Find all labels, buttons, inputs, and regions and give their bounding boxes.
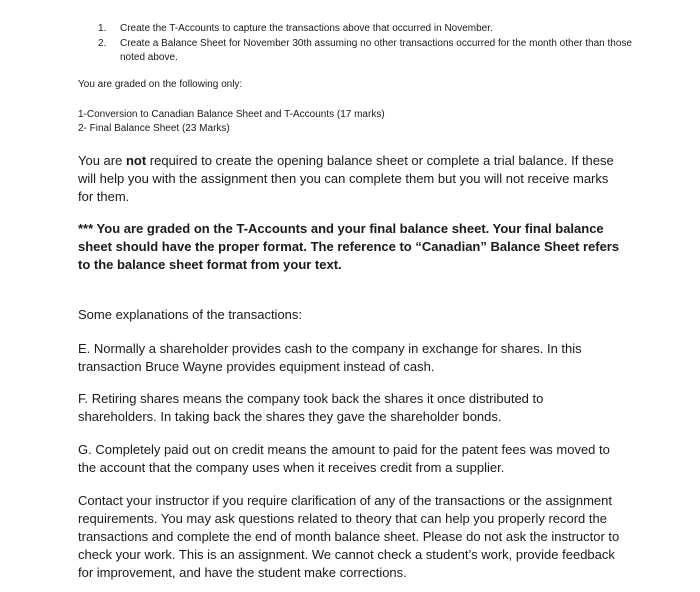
instruction-number: 2.: [98, 38, 107, 49]
explanation-g: G. Completely paid out on credit means the amount to paid for the patent fees was moved to the account that the company uses when it receives credit from a supplier.: [78, 442, 610, 475]
graded-items: [78, 108, 638, 136]
graded-note: *** You are graded on the T-Accounts and your final balance sheet. Your final balance sheet should have the proper format. The reference to “Canadian” Balance Sheet refers to the balance sheet format from your text.: [78, 221, 620, 272]
not-required-before: You are: [78, 153, 126, 168]
graded-item: 2- Final Balance Sheet (23 Marks): [78, 123, 230, 134]
not-required-after: required to create the opening balance sheet or complete a trial balance. If these will help you with the assignment then you can complete them but you will not receive marks for them.: [78, 153, 614, 204]
not-required-emphasis: not: [125, 153, 147, 168]
instruction-list: [88, 22, 648, 66]
explanations-heading: Some explanations of the transactions:: [78, 307, 303, 322]
instruction-text: Create a Balance Sheet for November 30th assuming no other transactions occurred for the month other than those noted above.: [120, 38, 632, 63]
instruction-number: 1.: [98, 23, 107, 34]
explanation-f: F. Retiring shares means the company took back the shares it once distributed to shareholders. In taking back the shares they gave the shareholder bonds.: [78, 391, 544, 424]
instruction-text: Create the T-Accounts to capture the transactions above that occurred in November.: [120, 23, 493, 34]
graded-intro: You are graded on the following only:: [78, 79, 243, 90]
explanation-e: E. Normally a shareholder provides cash to the company in exchange for shares. In this transaction Bruce Wayne provides equipment instead of cash.: [78, 341, 582, 374]
instruction-item: [88, 22, 648, 36]
graded-item: 1-Conversion to Canadian Balance Sheet and T-Accounts (17 marks): [78, 109, 385, 120]
contact-paragraph: Contact your instructor if you require clarification of any of the transactions or the assignment requirements. You may ask questions related to theory that can help you properly record the transactions and complete the end of month balance sheet. Please do not ask the instructor to check your work. This is an assignment. We cannot check a student’s work, provide feedback for improvement, and have the student make corrections.: [78, 493, 620, 580]
not-required-paragraph: [78, 152, 623, 206]
instruction-item: [88, 37, 648, 65]
